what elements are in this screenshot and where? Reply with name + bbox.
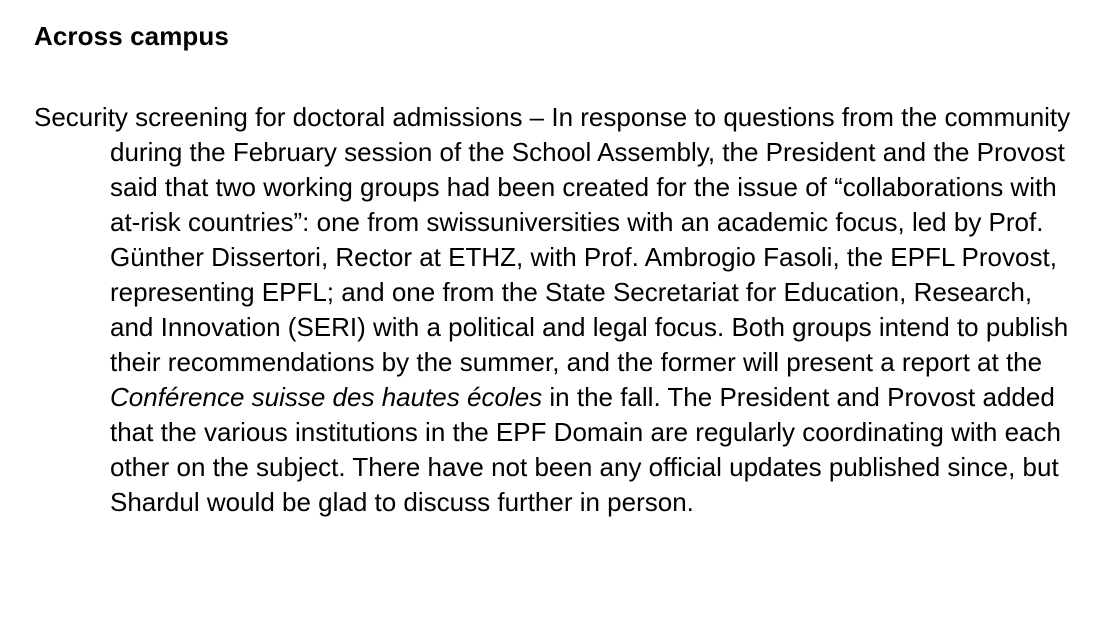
news-item-text-part2: in the fall. The President and Provost added that the various institutions in the EPF Domain are regularly coordinating with each other on the subject. There have not been any official updates published since, but Shardul would be glad to discuss further in person. — [110, 382, 1061, 517]
news-item-paragraph — [34, 100, 1074, 520]
section-heading: Across campus — [34, 21, 229, 51]
news-item-italic-conference: Conférence suisse des hautes écoles — [110, 382, 543, 412]
news-item-text-part1: Security screening for doctoral admissions – In response to questions from the community during the February session of the School Assembly, the President and the Provost said that two working groups had been created for the issue of “collaborations with at-risk countries”: one from swissuniversities with an academic focus, led by Prof. Günther Dissertori, Rector at ETHZ, with Prof. Ambrogio Fasoli, the EPFL Provost, representing EPFL; and one from the State Secretariat for Education, Research, and Innovation (SERI) with a political and legal focus. Both groups intend to publish their recommendations by the summer, and the former will present a report at the — [34, 102, 1071, 377]
